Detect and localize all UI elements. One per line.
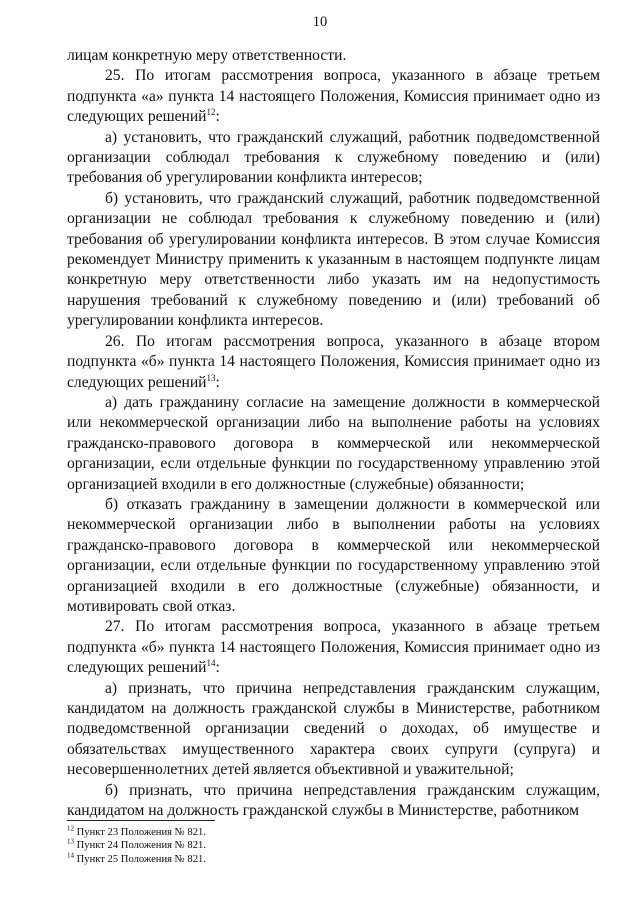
footnote: $^{14}$ Пункт 25 Положения № 821. xyxy=(67,851,206,865)
footnotes xyxy=(67,826,600,866)
paragraph: б) отказать гражданину в замещении должности в коммерческой или некоммерческой организации либо в выполнении работы на условиях гражданско-правового договора в коммерческой или некоммерческой организации, если отдельные функции по государственному управлению этой организацией входили в его должностные (служебные) обязанности, и мотивировать свой отказ. xyxy=(67,495,600,615)
paragraph: лицам конкретную меру ответственности. xyxy=(67,47,347,64)
paragraph: 26. По итогам рассмотрения вопроса, указанного в абзаце втором подпункта «б» пункта 14 настоящего Положения, Комиссия принимает одно из следующих решений$^{13}$: xyxy=(67,332,600,391)
paragraph: б) признать, что причина непредставления гражданским служащим, кандидатом на должность гражданской службы в Министерстве, работником xyxy=(67,781,600,820)
paragraph: а) установить, что гражданский служащий, работник подведомственной организации соблюдал требования к служебному поведению и (или) требования об урегулировании конфликта интересов; xyxy=(67,128,600,187)
body-text xyxy=(67,46,600,821)
footnote-divider xyxy=(67,820,215,821)
paragraph: а) признать, что причина непредставления гражданским служащим, кандидатом на должность гражданской службы в Министерстве, работником подведомственной организации сведений о доходах, об имуществе и обязательствах имущественного характера своих супруги (супруга) и несовершеннолетних детей является объективной и уважительной; xyxy=(67,679,600,779)
paragraph: 25. По итогам рассмотрения вопроса, указанного в абзаце третьем подпункта «а» пункта 14 настоящего Положения, Комиссия принимает одно из следующих решений$^{12}$: xyxy=(67,67,600,126)
paragraph: а) дать гражданину согласие на замещение должности в коммерческой или некоммерческой организации либо на выполнение работы на условиях гражданско-правового договора в коммерческой или некоммерческой организации, если отдельные функции по государственному управлению этой организацией входили в его должностные (служебные) обязанности; xyxy=(67,393,600,493)
paragraph: б) установить, что гражданский служащий, работник подведомственной организации не соблюдал требования к служебному поведению и (или) требования об урегулировании конфликта интересов. В этом случае Комиссия рекомендует Министру применить к указанным в настоящем подпункте лицам конкретную меру ответственности либо указать им на недопустимость нарушения требований к служебному поведению и (или) требований об урегулировании конфликта интересов. xyxy=(67,189,600,330)
footnote-ref: 13 xyxy=(206,372,216,383)
footnote: $^{13}$ Пункт 24 Положения № 821. xyxy=(67,837,206,852)
footnote-ref: 14 xyxy=(206,658,216,668)
footnote: $^{12}$ Пункт 23 Положения № 821. xyxy=(67,824,206,838)
paragraph: 27. По итогам рассмотрения вопроса, указанного в абзаце третьем подпункта «б» пункта 14 настоящего Положения, Комиссия принимает одно из следующих решений$^{14}$: xyxy=(67,618,600,677)
page-number: 10 xyxy=(312,14,328,30)
footnote-ref: 12 xyxy=(206,107,216,118)
